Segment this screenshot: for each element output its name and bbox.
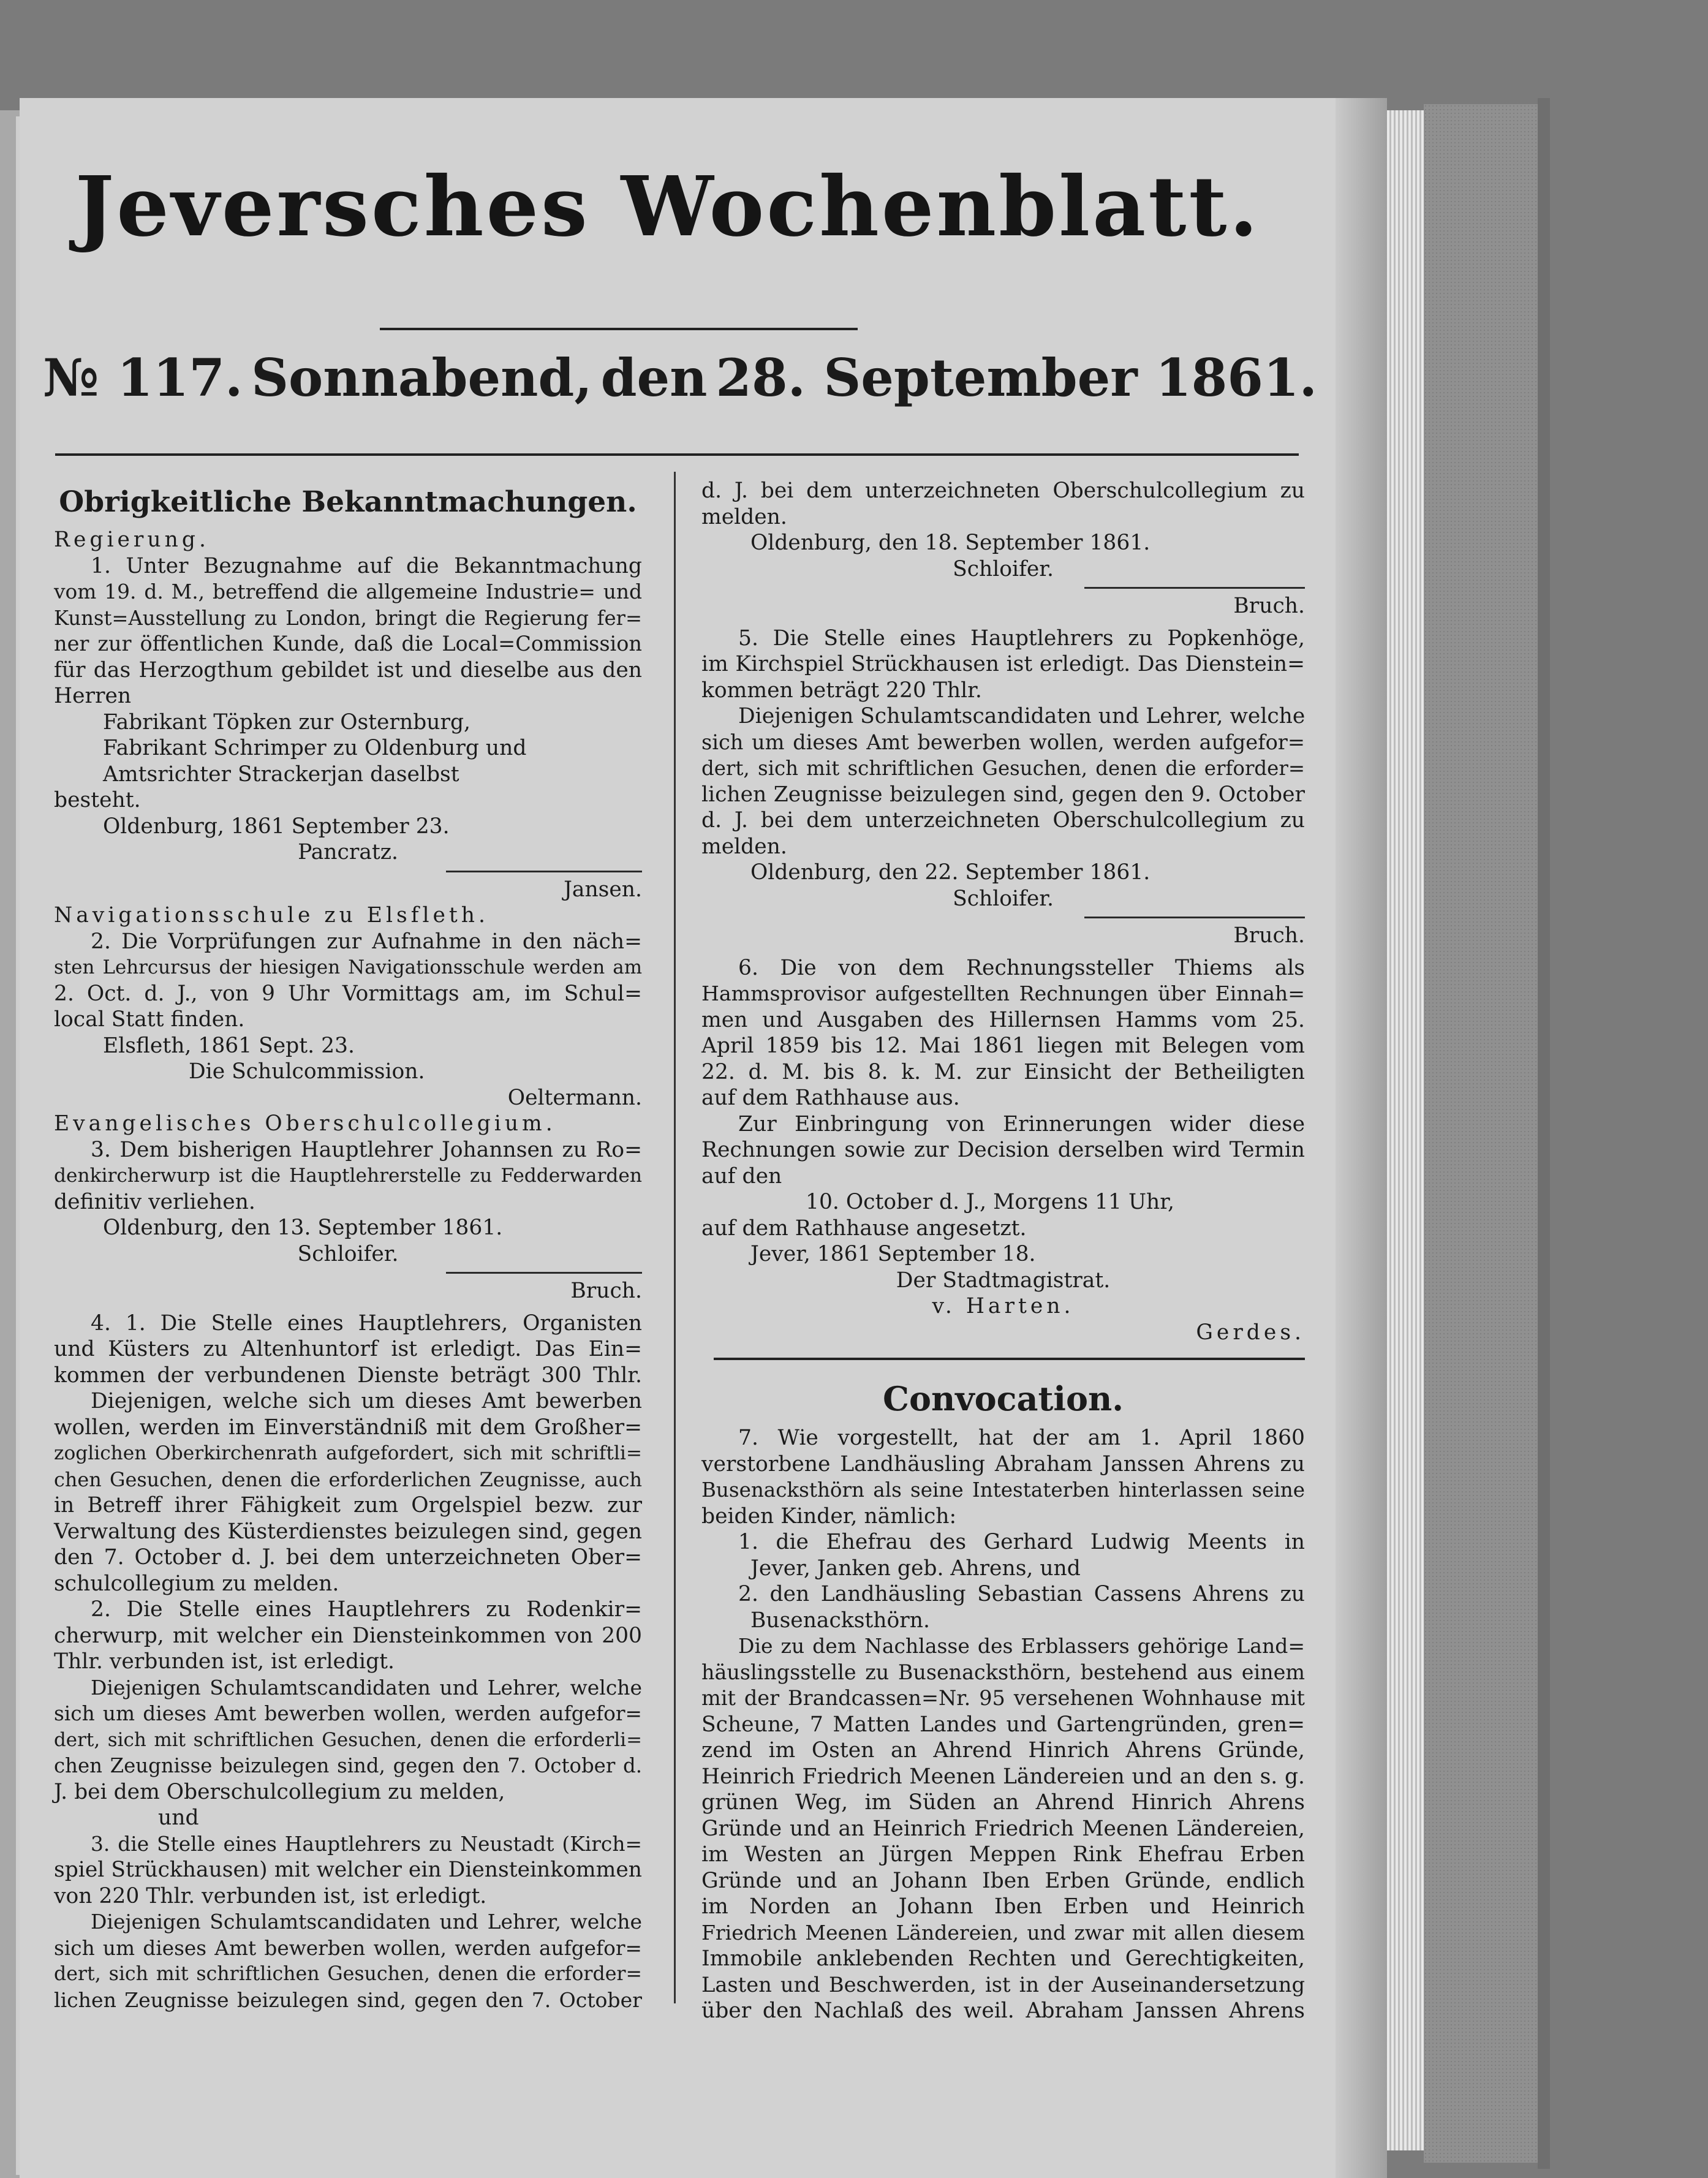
text-line: 4. 1. Die Stelle eines Hauptlehrers, Organisten: [91, 1310, 642, 1336]
text-line: im Westen an Jürgen Meppen Rink Ehefrau Erben: [701, 1842, 1305, 1867]
text-line: Bruch.: [1233, 923, 1305, 948]
text-line: Scheune, 7 Matten Landes und Gartengründen, gren=: [701, 1712, 1305, 1737]
text-line: Diejenigen, welche sich um dieses Amt bewerben: [91, 1389, 642, 1413]
text-line: Bruch.: [570, 1279, 642, 1303]
text-line: 6. Die von dem Rechnungssteller Thiems als: [738, 955, 1305, 980]
text-line: lichen Zeugnisse beizulegen sind, gegen den 7. October: [54, 1987, 642, 2012]
text-line: Busenacksthörn als seine Intestaterben hinterlassen seine: [701, 1478, 1305, 1502]
text-line: Navigationsschule zu Elsfleth.: [54, 903, 489, 928]
text-line: spiel Strückhausen) mit welcher ein Diensteinkommen: [54, 1858, 642, 1882]
text-line: Schloifer.: [953, 886, 1054, 911]
text-line: 2. Oct. d. J., von 9 Uhr Vormittags am, im Schul=: [54, 981, 642, 1006]
spacer: [701, 619, 1305, 626]
text-line: men und Ausgaben des Hillernsen Hamms vom 25.: [701, 1007, 1305, 1032]
text-line: 3. die Stelle eines Hauptlehrers zu Neustadt (Kirch=: [91, 1832, 642, 1856]
text-line: schulcollegium zu melden.: [54, 1571, 339, 1596]
text-line: zend im Osten an Ahrend Hinrich Ahrens Gründe,: [701, 1738, 1305, 1763]
text-line: im Kirchspiel Strückhausen ist erledigt. Das Dienstein=: [701, 652, 1305, 676]
separator-rule: [701, 582, 1305, 593]
text-line: auf dem Rathhause aus.: [701, 1086, 960, 1110]
text-line: Jansen.: [564, 877, 642, 902]
text-line: definitiv verliehen.: [54, 1189, 255, 1214]
text-line: Bruch.: [1233, 594, 1305, 618]
text-line: 3. Dem bisherigen Hauptlehrer Johannsen zu Ro=: [91, 1137, 642, 1162]
text-line: melden.: [701, 504, 787, 529]
text-line: melden.: [701, 834, 787, 859]
text-line: 2. Die Stelle eines Hauptlehrers zu Rodenkir=: [91, 1597, 642, 1622]
text-line: sich um dieses Amt bewerben wollen, werden aufgefor=: [701, 730, 1305, 754]
text-line: d. J. bei dem unterzeichneten Oberschulcollegium zu: [701, 478, 1305, 503]
right-column: [701, 478, 1305, 2024]
text-line: J. bei dem Oberschulcollegium zu melden,: [54, 1779, 505, 1804]
text-line: vom 19. d. M., betreffend die allgemeine Industrie= und: [54, 580, 642, 603]
text-line: Oldenburg, den 18. September 1861.: [750, 531, 1151, 555]
text-line: 2. Die Vorprüfungen zur Aufnahme in den näch=: [91, 929, 642, 954]
text-line: dert, sich mit schriftlichen Gesuchen, denen die erforder=: [701, 757, 1305, 780]
text-line: local Statt finden.: [54, 1007, 245, 1032]
text-line: Busenacksthörn.: [750, 1608, 930, 1633]
text-line: Schloifer.: [297, 1241, 399, 1266]
text-line: Oldenburg, den 13. September 1861.: [103, 1216, 503, 1240]
text-line: zoglichen Oberkirchenrath aufgefordert, sich mit schriftli=: [54, 1442, 642, 1464]
text-line: 1. Unter Bezugnahme auf die Bekanntmachung: [91, 553, 642, 578]
masthead-title: Jeversches Wochenblatt.: [75, 158, 1261, 255]
book-cover: [1424, 104, 1540, 2163]
text-line: 22. d. M. bis 8. k. M. zur Einsicht der Betheiligten: [701, 1059, 1305, 1084]
text-line: 1. die Ehefrau des Gerhard Ludwig Meents in: [738, 1530, 1305, 1554]
spacer: [54, 1304, 642, 1310]
text-line: d. J. bei dem unterzeichneten Oberschulcollegium zu: [701, 808, 1305, 833]
text-line: Rechnungen sowie zur Decision derselben wird Termin: [701, 1138, 1305, 1162]
text-line: grünen Weg, im Süden an Ahrend Hinrich Ahrens: [701, 1790, 1305, 1815]
page-gutter-shade: [1336, 98, 1387, 2178]
text-line: sich um dieses Amt bewerben wollen, werden aufgefor=: [54, 1936, 642, 1960]
page-stack-edge: [1387, 110, 1424, 2150]
text-line: Die zu dem Nachlasse des Erblassers gehörige Land=: [738, 1634, 1305, 1658]
text-line: mit der Brandcassen=Nr. 95 versehenen Wohnhause mit: [701, 1686, 1305, 1710]
separator-rule: [701, 1345, 1305, 1372]
text-line: denkircherwurp ist die Hauptlehrerstelle zu Fedderwarden: [54, 1165, 642, 1187]
text-line: Verwaltung des Küsterdienstes beizulegen sind, gegen: [54, 1519, 642, 1544]
text-line: besteht.: [54, 788, 141, 812]
text-line: chen Gesuchen, denen die erforderlichen Zeugnisse, auch: [54, 1467, 642, 1491]
text-line: 2. den Landhäusling Sebastian Cassens Ahrens zu: [738, 1582, 1305, 1606]
masthead-rule: [380, 328, 858, 330]
text-line: kommen beträgt 220 Thlr.: [701, 678, 982, 703]
section-heading: Obrigkeitliche Bekanntmachungen.: [59, 485, 637, 519]
text-line: Fabrikant Töpken zur Osternburg,: [103, 709, 471, 735]
text-line: im Norden an Johann Iben Erben und Heinrich: [701, 1894, 1305, 1919]
issue-date: 28. September 1861.: [716, 347, 1317, 408]
text-line: 5. Die Stelle eines Hauptlehrers zu Popkenhöge,: [738, 626, 1305, 651]
text-line: und: [158, 1806, 199, 1830]
text-line: und Küsters zu Altenhuntorf ist erledigt. Das Ein=: [54, 1337, 642, 1361]
spacer: [701, 949, 1305, 955]
text-line: sten Lehrcursus der hiesigen Navigationsschule werden am: [54, 956, 642, 978]
text-line: Thlr. verbunden ist, ist erledigt.: [54, 1649, 395, 1674]
text-line: Amtsrichter Strackerjan daselbst: [103, 762, 459, 787]
text-line: auf den: [701, 1163, 782, 1189]
section-heading: Convocation.: [882, 1379, 1124, 1418]
text-line: Gründe und an Heinrich Friedrich Meenen Ländereien,: [701, 1816, 1305, 1841]
text-line: Oldenburg, 1861 September 23.: [103, 814, 450, 839]
text-line: Zur Einbringung von Erinnerungen wider diese: [738, 1111, 1305, 1136]
text-line: Schloifer.: [953, 556, 1054, 581]
text-line: von 220 Thlr. verbunden ist, ist erledigt.: [54, 1883, 487, 1908]
text-line: auf dem Rathhause angesetzt.: [701, 1216, 1027, 1241]
header-rule: [55, 453, 1299, 456]
text-line: Elsfleth, 1861 Sept. 23.: [103, 1033, 355, 1058]
text-line: Jever, 1861 September 18.: [750, 1242, 1036, 1266]
text-line: Diejenigen Schulamtscandidaten und Lehrer, welche: [91, 1910, 642, 1934]
dateline: [43, 347, 1317, 408]
text-line: dert, sich mit schriftlichen Gesuchen, denen die erforderli=: [54, 1728, 642, 1751]
column-divider: [674, 472, 676, 2003]
text-line: Hammsprovisor aufgestellten Rechnungen über Einnah=: [701, 981, 1305, 1005]
text-line: chen Zeugnisse beizulegen sind, gegen den 7. October d.: [54, 1754, 642, 1777]
left-column: [54, 478, 642, 2013]
text-line: Jever, Janken geb. Ahrens, und: [750, 1556, 1081, 1581]
separator-rule: [54, 866, 642, 877]
text-line: v. Harten.: [932, 1294, 1075, 1318]
text-line: Lasten und Beschwerden, ist in der Auseinandersetzung: [701, 1972, 1305, 1997]
text-line: kommen der verbundenen Dienste beträgt 300 Thlr.: [54, 1363, 642, 1388]
issue-weekday: Sonnabend,: [251, 347, 592, 408]
text-line: April 1859 bis 12. Mai 1861 liegen mit Belegen vom: [701, 1034, 1305, 1058]
text-line: Evangelisches Oberschulcollegium.: [54, 1111, 556, 1136]
text-line: dert, sich mit schriftlichen Gesuchen, denen die erforder=: [54, 1963, 642, 1985]
text-line: Kunst=Ausstellung zu London, bringt die Regierung fer=: [54, 606, 642, 630]
text-line: 7. Wie vorgestellt, hat der am 1. April 1860: [738, 1426, 1305, 1450]
text-line: Der Stadtmagistrat.: [896, 1268, 1111, 1293]
text-line: Diejenigen Schulamtscandidaten und Lehrer, welche: [738, 704, 1306, 728]
text-line: in Betreff ihrer Fähigkeit zum Orgelspiel bezw. zur: [54, 1493, 642, 1518]
text-line: Fabrikant Schrimper zu Oldenburg und: [103, 736, 527, 760]
text-line: verstorbene Landhäusling Abraham Janssen Ahrens zu: [701, 1451, 1305, 1477]
text-line: ner zur öffentlichen Kunde, daß die Local=Commission: [54, 632, 642, 656]
text-line: cherwurp, mit welcher ein Diensteinkommen von 200: [54, 1623, 642, 1648]
text-line: über den Nachlaß des weil. Abraham Janssen Ahrens: [701, 1998, 1305, 2023]
text-line: Pancratz.: [298, 840, 398, 864]
text-line: Herren: [54, 684, 132, 708]
text-line: für das Herzogthum gebildet ist und dieselbe aus den: [54, 657, 642, 683]
separator-rule: [54, 1267, 642, 1278]
book-cover-edge: [1538, 98, 1550, 2169]
text-line: Oldenburg, den 22. September 1861.: [750, 860, 1151, 885]
text-line: Gründe und an Johann Iben Erben Gründe, endlich: [701, 1868, 1305, 1893]
text-line: 10. October d. J., Morgens 11 Uhr,: [806, 1190, 1174, 1214]
text-line: häuslingsstelle zu Busenacksthörn, bestehend aus einem: [701, 1660, 1305, 1684]
text-line: Diejenigen Schulamtscandidaten und Lehrer, welche: [91, 1675, 642, 1700]
issue-den: den: [600, 347, 708, 408]
text-line: beiden Kinder, nämlich:: [701, 1503, 957, 1529]
text-line: wollen, werden im Einverständniß mit dem Großher=: [54, 1415, 642, 1440]
text-line: Friedrich Meenen Ländereien, und zwar mit allen diesem: [701, 1920, 1305, 1945]
text-line: Heinrich Friedrich Meenen Ländereien und an den s. g.: [701, 1764, 1305, 1789]
text-line: Immobile anklebenden Rechten und Gerechtigkeiten,: [701, 1946, 1305, 1971]
text-line: Regierung.: [54, 527, 210, 552]
text-line: Oeltermann.: [507, 1085, 642, 1110]
separator-rule: [701, 912, 1305, 923]
text-line: lichen Zeugnisse beizulegen sind, gegen den 9. October: [701, 782, 1305, 807]
issue-number: № 117.: [43, 347, 243, 408]
text-line: den 7. October d. J. bei dem unterzeichneten Ober=: [54, 1545, 642, 1570]
text-line: Die Schulcommission.: [189, 1059, 425, 1084]
text-line: Gerdes.: [1196, 1320, 1305, 1345]
text-line: sich um dieses Amt bewerben wollen, werden aufgefor=: [54, 1702, 642, 1725]
